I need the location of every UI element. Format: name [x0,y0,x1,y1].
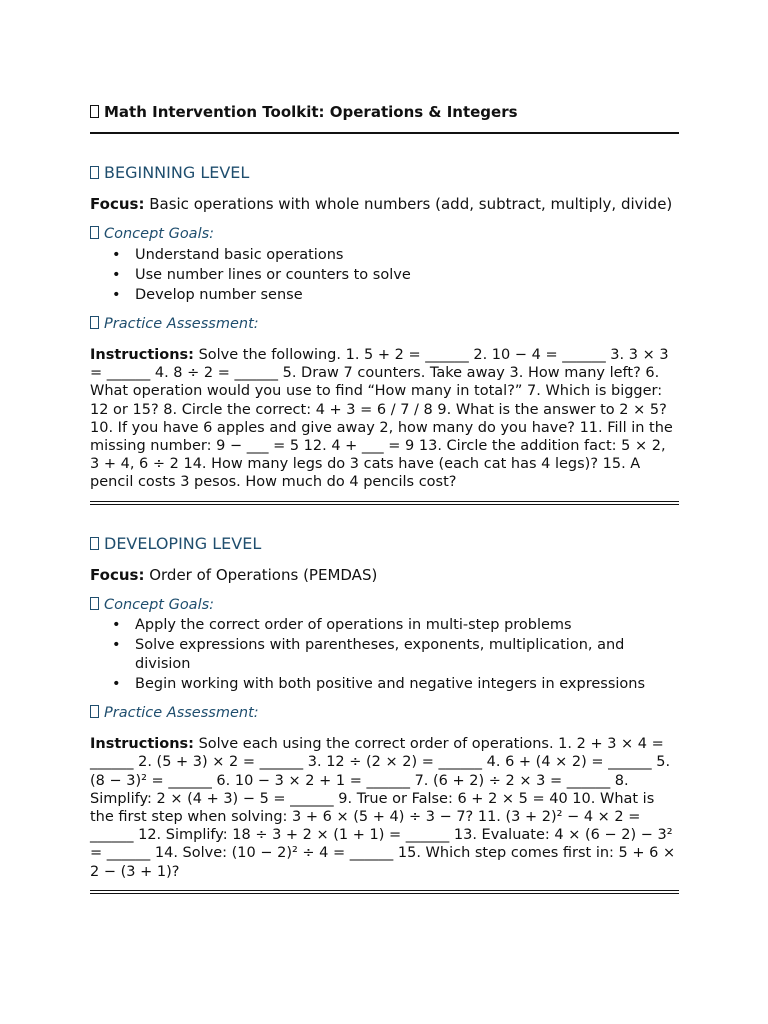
instructions-paragraph [90,346,679,492]
missing-glyph-icon [90,316,99,329]
concept-goals-list [90,616,679,693]
focus-line [90,194,679,214]
list-item: • Develop number sense [90,286,679,305]
section-heading [90,533,679,555]
concept-goals-heading [90,595,679,615]
list-item: • Use number lines or counters to solve [90,266,679,285]
focus-text: Order of Operations (PEMDAS) [144,565,378,584]
missing-glyph-icon [90,597,99,610]
practice-assessment-label: Practice Assessment: [104,705,259,722]
section-divider [90,890,679,894]
developing-level-section [90,533,679,894]
missing-glyph-icon [90,705,99,718]
instructions-text: Solve the following. 1. 5 + 2 = ______ 2. 10 − 4 = ______ 3. 3 × 3 = ______ 4. 8 ÷ 2 = ______ 5. Draw 7 counters. Take away 3. How many left? 6. What operation would you use to find “How many in total?” 7. Which is bigger: 12 or 15? 8. Circle the correct: 4 + 3 = 6 / 7 / 8 9. What is the answer to 2 × 5? 10. If you have 6 apples and give away 2, how many do you have? 11. Fill in the missing number: 9 − ___ = 5 12. 4 + ___ = 9 13. Circle the addition fact: 5 × 2, 3 + 4, 6 ÷ 2 14. How many legs do 3 cats have (each cat has 4 legs)? 15. A pencil costs 3 pesos. How much do 4 pencils cost? [90,347,673,491]
section-heading-text: BEGINNING LEVEL [104,163,250,182]
instructions-label: Instructions: [90,347,194,363]
focus-line [90,565,679,585]
beginning-level-section [90,162,679,505]
focus-label: Focus: [90,565,145,584]
section-heading [90,162,679,184]
practice-assessment-label: Practice Assessment: [104,316,259,332]
list-item: • Solve expressions with parentheses, exponents, multiplication, and division [90,636,679,673]
concept-goals-label: Concept Goals: [104,226,215,242]
document-page [90,100,679,894]
concept-goals-list [90,246,679,305]
instructions-paragraph [90,735,679,881]
section-divider [90,501,679,505]
concept-goals-heading [90,224,679,244]
focus-label: Focus: [90,195,145,213]
practice-assessment-heading [90,314,679,334]
section-heading-text: DEVELOPING LEVEL [104,533,262,553]
list-item: • Begin working with both positive and negative integers in expressions [90,675,679,694]
list-item: • Apply the correct order of operations in multi-step problems [90,616,679,635]
instructions-label: Instructions: [90,736,194,753]
focus-text: Basic operations with whole numbers (add, subtract, multiply, divide) [144,195,673,213]
instructions-text: Solve each using the correct order of operations. 1. 2 + 3 × 4 = ______ 2. (5 + 3) × 2 = ______ 3. 12 ÷ (2 × 2) = ______ 4. 6 + (4 × 2) = ______ 5. (8 − 3)² = ______ 6. 10 − 3 × 2 + 1 = ______ 7. (6 + 2) ÷ 2 × 3 = ______ 8. Simplify: 2 × (4 + 3) − 5 = ______ 9. True or False: 6 + 2 × 5 = 40 10. What is the first step when solving: 3 + 6 × (5 + 4) ÷ 3 − 7? 11. (3 + 2)² − 4 × 2 = ______ 12. Simplify: 18 ÷ 3 + 2 × (1 + 1) = ______ 13. Evaluate: 4 × (6 − 2) − 3² = ______ 14. Solve: (10 − 2)² ÷ 4 = ______ 15. Which step comes first in: 5 + 6 × 2 − (3 + 1)? [90,736,676,880]
practice-assessment-heading [90,703,679,723]
missing-glyph-icon [90,537,99,550]
missing-glyph-icon [90,105,99,118]
missing-glyph-icon [90,226,99,239]
missing-glyph-icon [90,166,99,179]
concept-goals-label: Concept Goals: [104,596,215,613]
list-item: • Understand basic operations [90,246,679,265]
document-title-text: Math Intervention Toolkit: Operations & Integers [104,103,518,121]
document-title [90,100,679,134]
